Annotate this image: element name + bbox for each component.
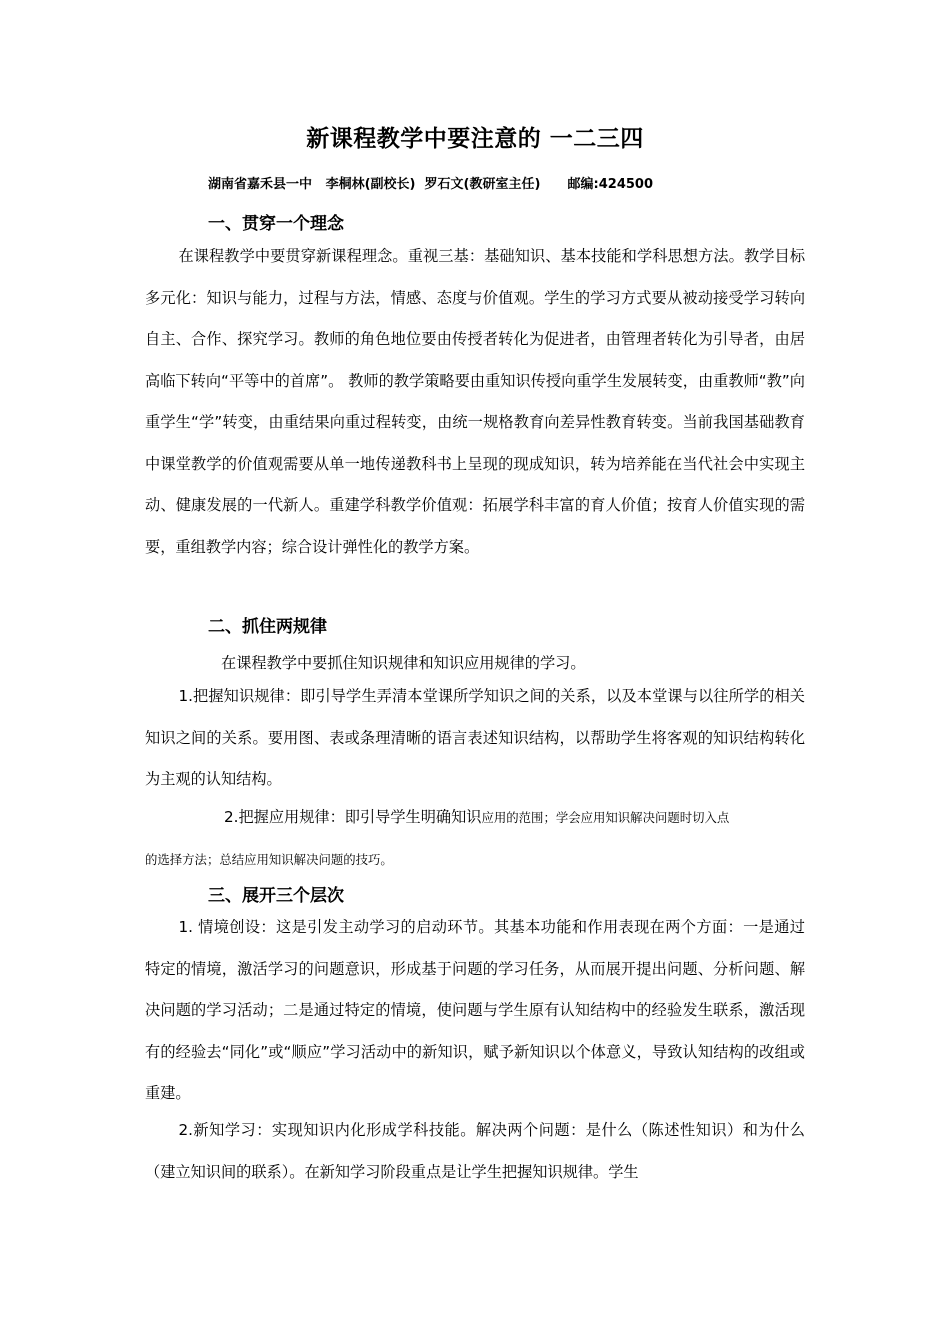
section-3-item-1: 1. 情境创设：这是引发主动学习的启动环节。其基本功能和作用表现在两个方面：一是通过特定的情境，激活学习的问题意识，形成基于问题的学习任务，从而展开提出问题、分析问题、解决问题的学习活动；二是通过特定的情境，使问题与学生原有认知结构中的经验发生联系，激活现有的经验去“同化”或“顺应”学习活动中的新知识，赋予新知识以个体意义，导致认知结构的改组或重建。 — [145, 918, 805, 1102]
section-2-item-2-part-b: 应用的范围；学会应用知识解决问题时切入点 — [481, 810, 730, 825]
section-2-item-2-part-a: 2.把握应用规律：即引导学生明确知识 — [224, 808, 482, 826]
section-2-item-2-line-1 — [224, 806, 729, 827]
section-2-intro: 在课程教学中要抓住知识规律和知识应用规律的学习。 — [221, 654, 586, 672]
section-2-heading: 二、抓住两规律 — [208, 617, 327, 637]
document-title: 新课程教学中要注意的 一二三四 — [306, 126, 644, 152]
section-1-body: 在课程教学中要贯穿新课程理念。重视三基：基础知识、基本技能和学科思想方法。教学目标多元化：知识与能力，过程与方法，情感、态度与价值观。学生的学习方式要从被动接受学习转向自主、合作、探究学习。教师的角色地位要由传授者转化为促进者，由管理者转化为引导者，由居高临下转向“平等中的首席”。 教师的教学策略要由重知识传授向重学生发展转变，由重教师“教”向重学生“学”转变，由重结果向重过程转变，由统一规格教育向差异性教育转变。当前我国基础教育中课堂教学的价值观需要从单一地传递教科书上呈现的现成知识，转为培养能在当代社会中实现主动、健康发展的一代新人。重建学科教学价值观：拓展学科丰富的育人价值；按育人价值实现的需要，重组教学内容；综合设计弹性化的教学方案。 — [145, 247, 805, 556]
section-2-item-2-line-2: 的选择方法；总结应用知识解决问题的技巧。 — [145, 852, 393, 867]
section-3-heading: 三、展开三个层次 — [208, 886, 344, 906]
section-1-heading: 一、贯穿一个理念 — [208, 214, 344, 234]
author-byline: 湖南省嘉禾县一中 李桐林(副校长) 罗石文(教研室主任) 邮编:424500 — [208, 177, 654, 192]
section-2-item-1: 1.把握知识规律：即引导学生弄清本堂课所学知识之间的关系，以及本堂课与以往所学的相关知识之间的关系。要用图、表或条理清晰的语言表述知识结构，以帮助学生将客观的知识结构转化为主观的认知结构。 — [145, 687, 805, 788]
section-3-item-2: 2.新知学习：实现知识内化形成学科技能。解决两个问题：是什么（陈述性知识）和为什么（建立知识间的联系）。在新知学习阶段重点是让学生把握知识规律。学生 — [145, 1121, 805, 1181]
